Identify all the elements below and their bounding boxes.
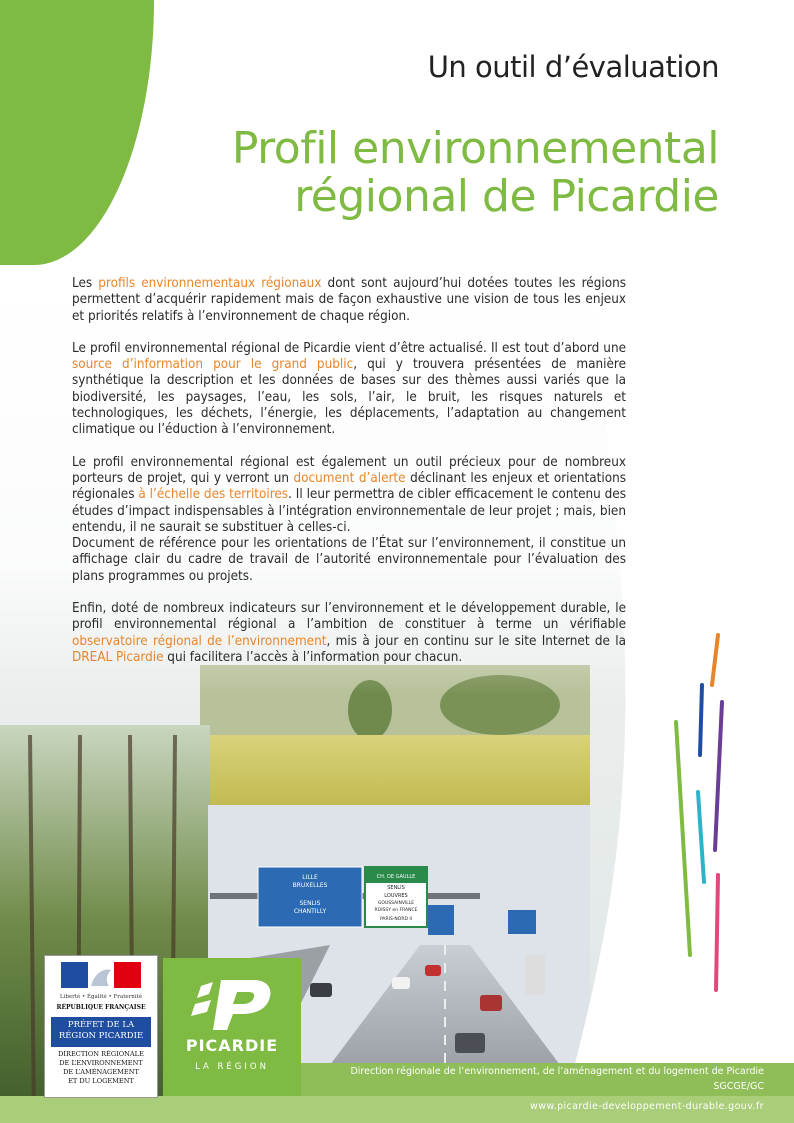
highlighted-phrase: observatoire régional de l’environnement bbox=[72, 633, 327, 649]
paragraph bbox=[72, 536, 626, 585]
marianne-icon bbox=[61, 962, 141, 988]
republic-label: RÉPUBLIQUE FRANÇAISE bbox=[56, 1004, 146, 1011]
footer-reference: SGCGE/GC bbox=[713, 1081, 764, 1092]
republic-motto: Liberté • Égalité • Fraternité bbox=[59, 994, 143, 1000]
text-run: déclinant les enjeux et orientations régionales bbox=[72, 470, 626, 503]
text-run: qui facilitera l’accès à l’information pour chacun. bbox=[163, 649, 463, 665]
title-line: régional de Picardie bbox=[294, 171, 719, 222]
text-run: dont sont aujourd’hui dotées toutes les régions permettent d’acquérir rapidement mais de façon exhaustive une vision de tous les enjeux et priorités relatifs à l’environnement de chaque région. bbox=[72, 276, 626, 324]
decorative-strokes bbox=[660, 630, 740, 1000]
highlighted-phrase: document d’alerte bbox=[293, 470, 406, 486]
prefet-line: RÉGION PICARDIE bbox=[58, 1031, 144, 1041]
picardie-subtitle: LA RÉGION bbox=[195, 1062, 269, 1072]
paragraph bbox=[72, 341, 626, 439]
document-title bbox=[232, 125, 719, 221]
text-run: Document de référence pour les orientations de l’État sur l’environnement, il constitue un affichage clair du cadre de travail de l’autorité environnementale pour l’évaluation des plans programmes ou projets. bbox=[72, 536, 626, 584]
text-run: Le profil environnemental régional de Picardie vient d’être actualisé. Il est tout d’abord une bbox=[72, 340, 626, 356]
prefet-label bbox=[51, 1017, 151, 1047]
text-run: Les bbox=[72, 276, 99, 291]
document-kicker: Un outil d’évaluation bbox=[427, 50, 719, 84]
dreal-line: DE L’AMÉNAGEMENT bbox=[63, 1068, 139, 1076]
highlighted-phrase: source d’information pour le grand public bbox=[72, 357, 354, 373]
picardie-p-icon bbox=[191, 976, 275, 1032]
highlighted-phrase: DREAL Picardie bbox=[72, 649, 164, 665]
paragraph bbox=[72, 601, 626, 666]
dreal-label bbox=[47, 1050, 155, 1086]
prefet-line: PRÉFET DE LA bbox=[67, 1020, 135, 1030]
dreal-line: ET DU LOGEMENT bbox=[68, 1077, 134, 1085]
highlighted-phrase: à l’échelle des territoires bbox=[138, 487, 289, 503]
picardie-region-logo bbox=[163, 958, 301, 1096]
dreal-line: DIRECTION RÉGIONALE bbox=[58, 1050, 144, 1058]
text-run: , mis à jour en continu sur le site Internet de la bbox=[326, 633, 626, 649]
text-run: , qui y trouvera présentées de manière synthétique la description et les données de bases sur des thèmes aussi variés que la biodiversité, les paysages, l’eau, les sols, l’air, le bruit, les risques naturels et technologiques, les déchets, l’énergie, les déplacements, l’adaptation au changement climatique ou l’éduction à l’environnement. bbox=[72, 357, 626, 438]
paragraph bbox=[72, 455, 626, 536]
text-run: Le profil environnemental régional est également un outil précieux pour de nombreux porteurs de projet, qui y verront un bbox=[72, 454, 626, 486]
picardie-name: PICARDIE bbox=[185, 1036, 279, 1055]
prefet-logo bbox=[44, 955, 158, 1098]
footer-url[interactable]: www.picardie-developpement-durable.gouv.fr bbox=[530, 1101, 764, 1112]
text-run: . Il leur permettra de cibler efficacement le contenu des études d’impact indispensables à l’intégration environnementale de leur projet ; mais, bien entendu, il ne saurait se substituer à celles-ci. bbox=[72, 487, 626, 535]
text-run: Enfin, doté de nombreux indicateurs sur l’environnement et le développement durable, le profil environnemental régional a l’ambition de constituer à terme un vérifiable bbox=[72, 601, 626, 633]
footer-organisation: Direction régionale de l’environnement, de l’aménagement et du logement de Picardie bbox=[350, 1066, 764, 1077]
dreal-line: DE L’ENVIRONNEMENT bbox=[59, 1059, 143, 1067]
paragraph bbox=[72, 276, 626, 325]
title-line: Profil environnemental bbox=[231, 123, 719, 174]
green-corner-shape bbox=[0, 0, 154, 265]
highlighted-phrase: profils environnementaux régionaux bbox=[98, 276, 322, 291]
body-text bbox=[72, 276, 626, 682]
